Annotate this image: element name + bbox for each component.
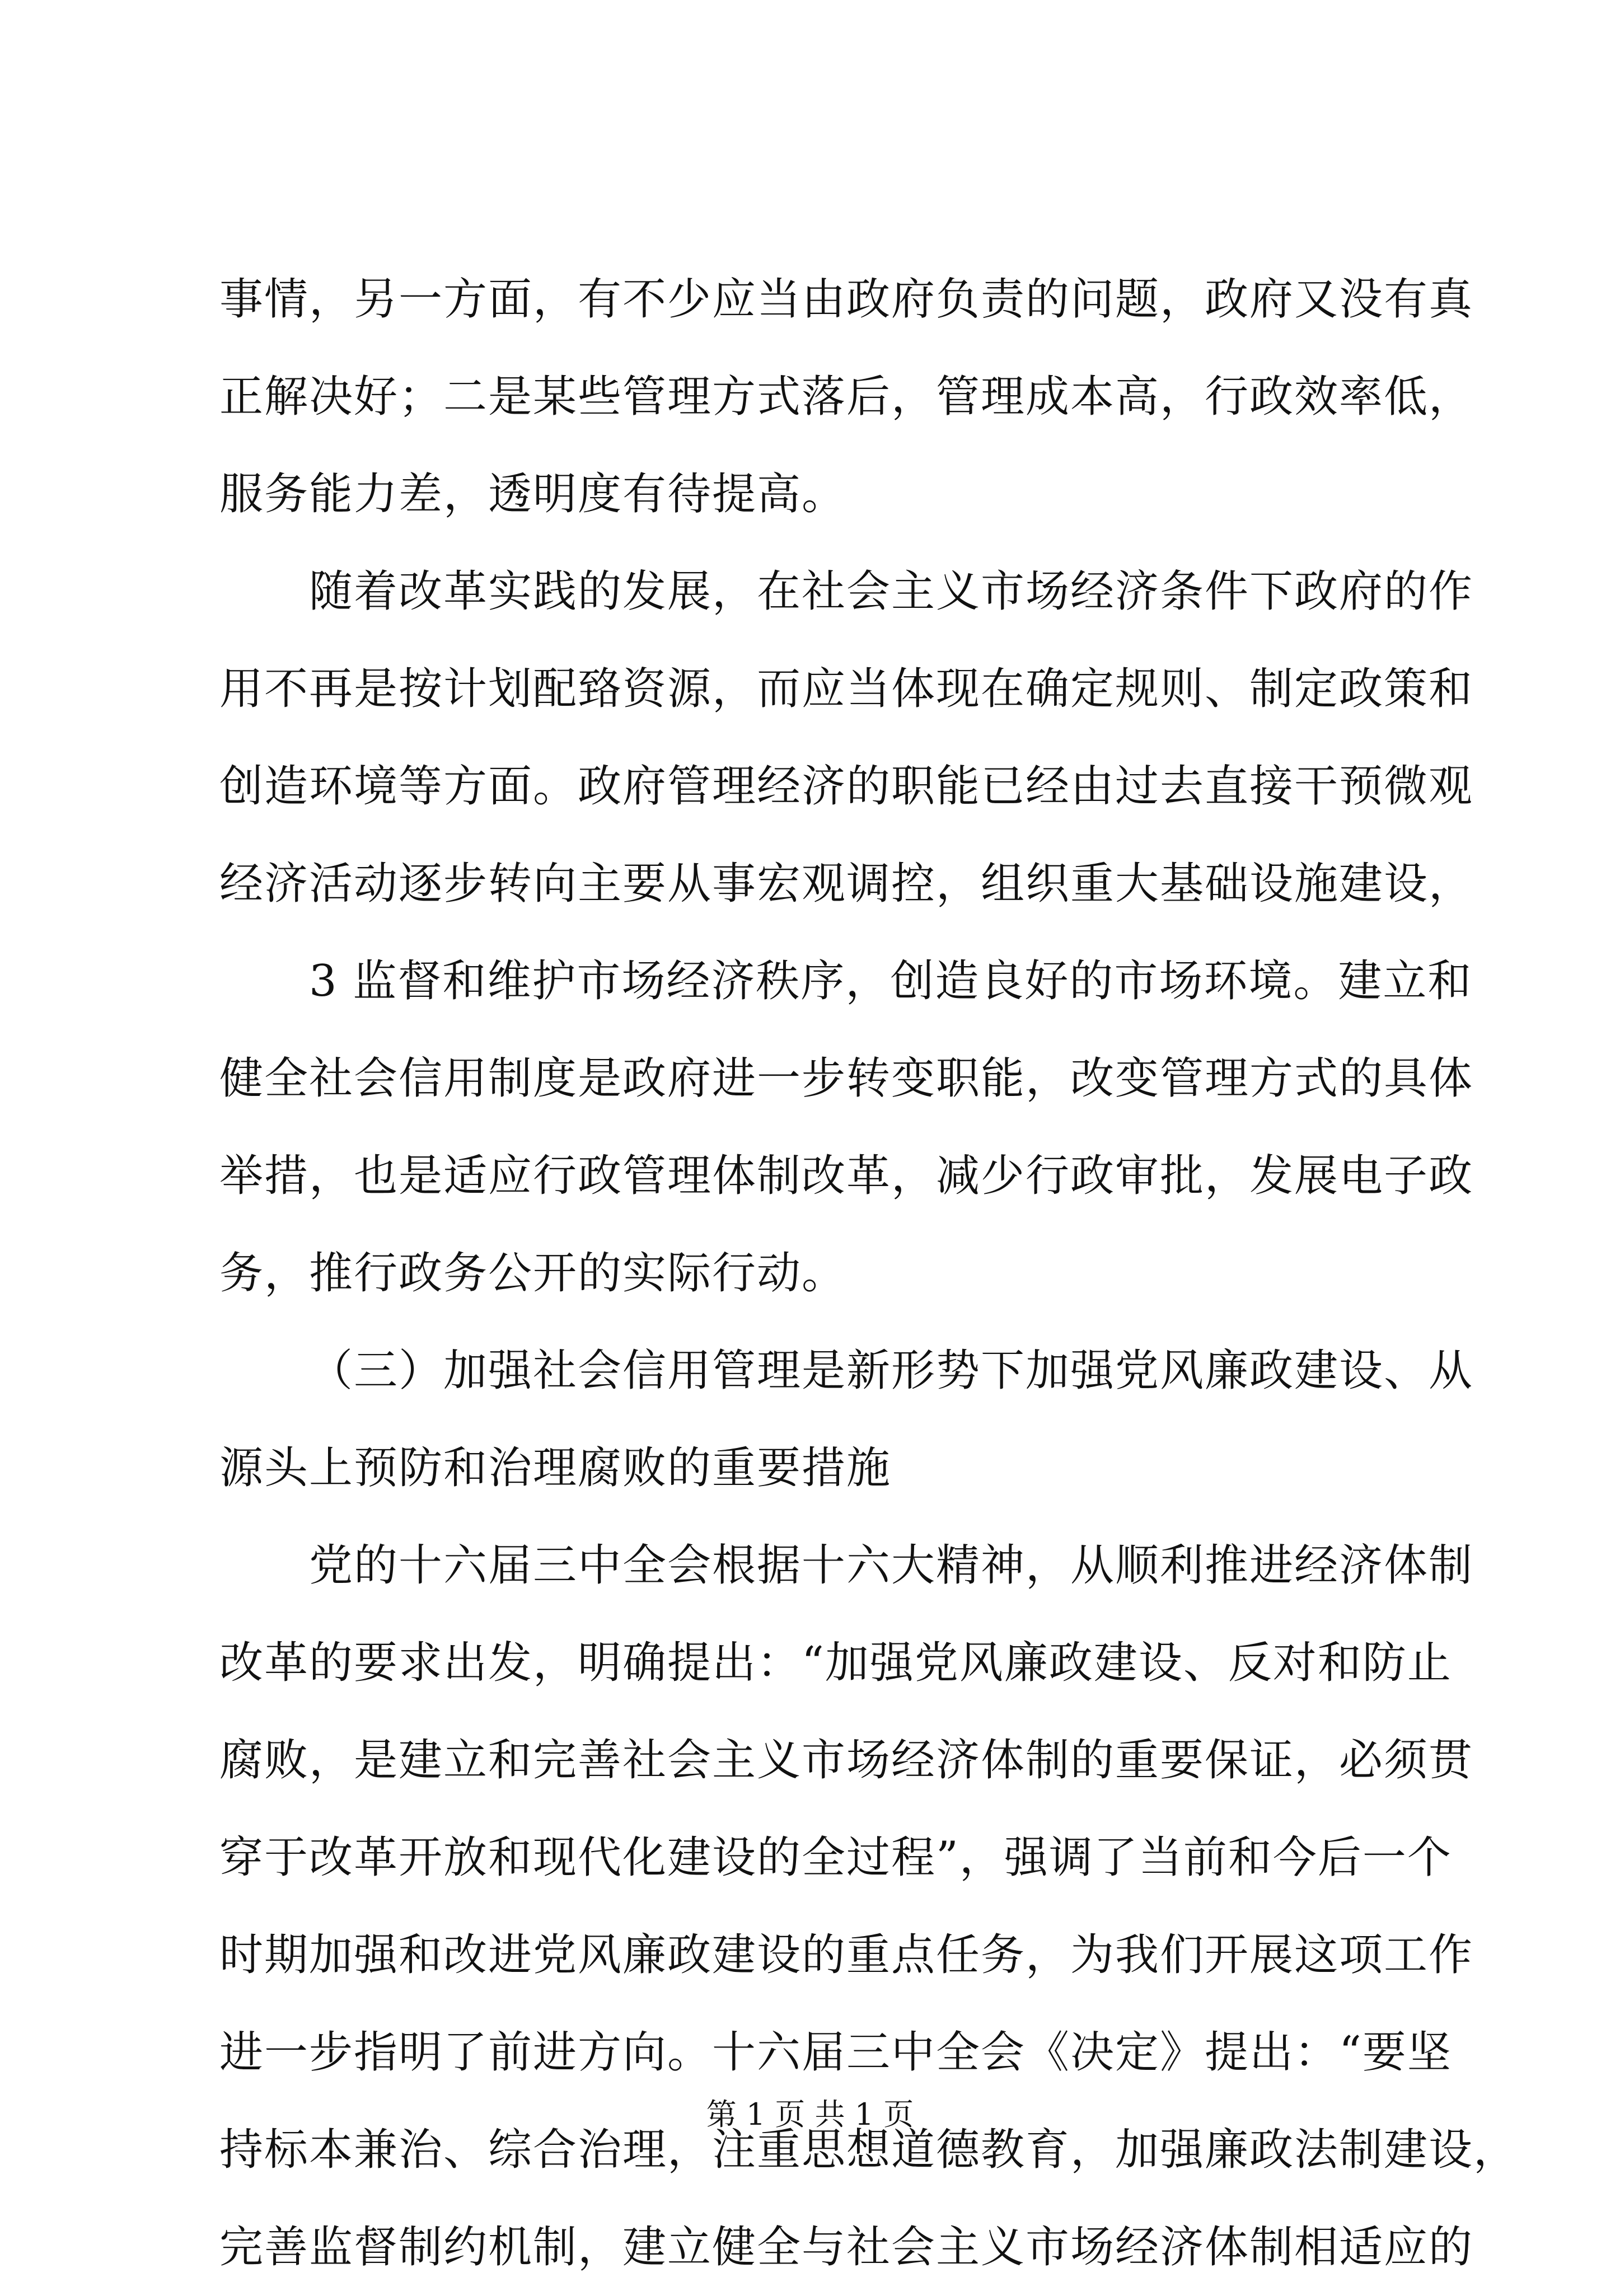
section-heading-line: 源头上预防和治理腐败的重要措施 <box>219 1443 892 1493</box>
text-line: 完善监督制约机制，建立健全与社会主义市场经济体制相适应的 <box>219 2222 1474 2272</box>
text-line: 用不再是按计划配臵资源，而应当体现在确定规则、制定政策和 <box>219 664 1474 714</box>
text-line: 穿于改革开放和现代化建设的全过程”，强调了当前和今后一个 <box>219 1833 1452 1883</box>
text-line: 务，推行政务公开的实际行动。 <box>219 1248 847 1299</box>
text-line: 进一步指明了前进方向。十六届三中全会《决定》提出：“要坚 <box>219 2027 1452 2078</box>
paragraph-first-line: 党的十六届三中全会根据十六大精神，从顺利推进经济体制 <box>309 1540 1474 1591</box>
text-line: 健全社会信用制度是政府进一步转变职能，改变管理方式的具体 <box>219 1053 1474 1104</box>
text-line: 服务能力差，透明度有待提高。 <box>219 469 847 519</box>
page-footer: 第 1 页 共 1 页 <box>706 2097 914 2132</box>
text-line: 经济活动逐步转向主要从事宏观调控，组织重大基础设施建设， <box>219 859 1474 909</box>
text-line: 举措，也是适应行政管理体制改革，减少行政审批，发展电子政 <box>219 1151 1474 1201</box>
paragraph-first-line: 3 监督和维护市场经济秩序，创造良好的市场环境。建立和 <box>309 956 1473 1006</box>
text-line: 事情，另一方面，有不少应当由政府负责的问题，政府又没有真 <box>219 274 1474 325</box>
paragraph-first-line: 随着改革实践的发展，在社会主义市场经济条件下政府的作 <box>309 566 1474 617</box>
text-line: 改革的要求出发，明确提出：“加强党风廉政建设、反对和防止 <box>219 1638 1452 1688</box>
text-line: 正解决好；二是某些管理方式落后，管理成本高，行政效率低， <box>219 372 1474 422</box>
text-line: 腐败，是建立和完善社会主义市场经济体制的重要保证，必须贯 <box>219 1735 1474 1786</box>
text-line: 持标本兼治、综合治理，注重思想道德教育，加强廉政法制建设， <box>219 2125 1519 2175</box>
text-line: 创造环境等方面。政府管理经济的职能已经由过去直接干预微观 <box>219 761 1474 812</box>
text-line: 时期加强和改进党风廉政建设的重点任务，为我们开展这项工作 <box>219 1930 1474 1980</box>
document-body <box>219 251 1519 2296</box>
section-heading-line: （三）加强社会信用管理是新形势下加强党风廉政建设、从 <box>309 1346 1474 1396</box>
